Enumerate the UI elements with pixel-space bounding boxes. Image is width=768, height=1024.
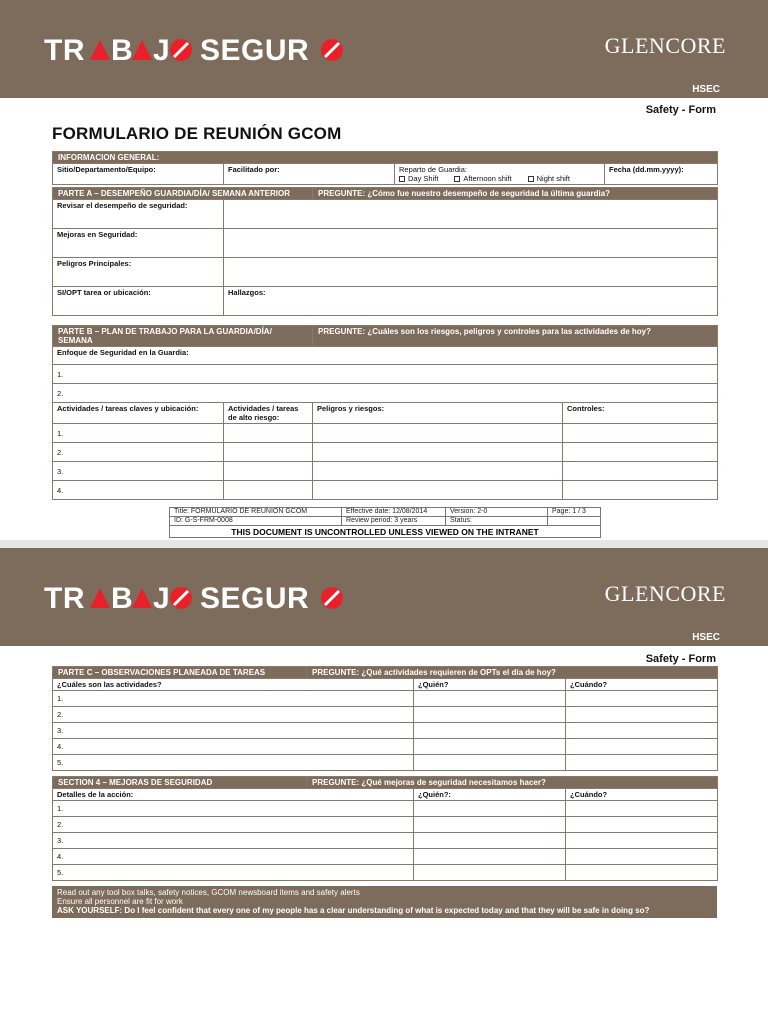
table-cell[interactable] — [313, 462, 563, 481]
safety-focus-label: Enfoque de Seguridad en la Guardia: — [53, 347, 718, 365]
briefing-notice — [52, 886, 717, 918]
table-row-label[interactable]: 3. — [53, 462, 224, 481]
uncontrolled-notice: THIS DOCUMENT IS UNCONTROLLED UNLESS VIEWED ON THE INTRANET — [170, 526, 601, 538]
page-title: FORMULARIO DE REUNIÓN GCOM — [52, 124, 342, 143]
table-cell[interactable] — [414, 865, 566, 881]
table-cell[interactable] — [566, 849, 718, 865]
table-row-label[interactable]: 3. — [53, 833, 414, 849]
part-a-row-label: SI/OPT tarea or ubicación: — [53, 287, 224, 316]
svg-text:TR: TR — [44, 34, 85, 66]
part-c-header: PARTE C – OBSERVACIONES PLANEADA DE TAREAS — [53, 667, 307, 679]
part-a-question: PREGUNTE: ¿Cómo fue nuestro desempeño de seguridad la última guardia? — [313, 188, 718, 200]
table-row-label[interactable]: 5. — [53, 865, 414, 881]
checkbox-icon — [454, 176, 460, 182]
focus-item[interactable]: 2. — [53, 384, 718, 403]
part-a-row-label: Mejoras en Seguridad: — [53, 229, 224, 258]
column-header: ¿Quién?: — [414, 789, 566, 801]
safety-form-label: Safety - Form — [645, 104, 716, 116]
glencore-logo: GLENCORE — [604, 33, 726, 58]
column-header: Detalles de la acción: — [53, 789, 414, 801]
table-cell[interactable] — [566, 755, 718, 771]
part-b-header: PARTE B – PLAN DE TRABAJO PARA LA GUARDIA/DÍA/ SEMANA — [53, 326, 313, 347]
part-a-row-label: Revisar el desempeño de seguridad: — [53, 200, 224, 229]
table-row-label[interactable]: 4. — [53, 849, 414, 865]
table-cell[interactable] — [563, 443, 718, 462]
part-a-input[interactable] — [224, 258, 718, 287]
notice-line: ASK YOURSELF: Do I feel confident that every one of my people has a clear understanding of what is expected today and that they will be safe in doing so? — [57, 906, 650, 915]
findings-field[interactable]: Hallazgos: — [224, 287, 718, 316]
part-a-table — [52, 187, 718, 316]
table-cell[interactable] — [224, 481, 313, 500]
column-header: Controles: — [563, 403, 718, 424]
table-cell[interactable] — [566, 739, 718, 755]
safety-form-label: Safety - Form — [645, 653, 716, 665]
table-cell[interactable] — [224, 462, 313, 481]
table-cell[interactable] — [563, 424, 718, 443]
column-header: Actividades / tareas claves y ubicación: — [53, 403, 224, 424]
column-header: ¿Cuáles son las actividades? — [53, 679, 414, 691]
glencore-logo: GLENCORE — [604, 581, 726, 606]
footer-page: Page: 1 / 3 — [548, 508, 601, 517]
column-header: Actividades / tareas de alto riesgo: — [224, 403, 313, 424]
part-c-table — [52, 666, 718, 771]
table-cell[interactable] — [224, 443, 313, 462]
table-row-label[interactable]: 4. — [53, 481, 224, 500]
table-row-label[interactable]: 1. — [53, 801, 414, 817]
footer-status: Status: — [446, 517, 548, 526]
table-cell[interactable] — [566, 817, 718, 833]
footer-version: Version: 2-0 — [446, 508, 548, 517]
svg-text:J: J — [153, 582, 171, 614]
table-cell[interactable] — [566, 865, 718, 881]
table-cell[interactable] — [414, 849, 566, 865]
table-cell[interactable] — [414, 755, 566, 771]
svg-text:B: B — [111, 34, 134, 66]
shift-field: Reparto de Guardia: Day Shift Afternoon shift Night shift — [395, 164, 605, 185]
table-cell[interactable] — [414, 723, 566, 739]
facilitator-field[interactable]: Facilitado por: — [224, 164, 395, 185]
general-info-header: INFORMACION GENERAL: — [53, 152, 718, 164]
checkbox-icon — [528, 176, 534, 182]
table-cell[interactable] — [566, 801, 718, 817]
hsec-label: HSEC — [692, 84, 720, 95]
part-a-row-label: Peligros Principales: — [53, 258, 224, 287]
table-row-label[interactable]: 3. — [53, 723, 414, 739]
table-cell[interactable] — [414, 833, 566, 849]
section-4-table — [52, 776, 718, 881]
table-cell[interactable] — [313, 481, 563, 500]
trabajo-seguro-logo — [44, 32, 344, 66]
svg-text:J: J — [153, 34, 171, 66]
table-cell[interactable] — [563, 462, 718, 481]
table-cell[interactable] — [414, 801, 566, 817]
part-a-header: PARTE A – DESEMPEÑO GUARDIA/DÍA/ SEMANA ANTERIOR — [53, 188, 313, 200]
table-cell[interactable] — [414, 691, 566, 707]
column-header: ¿Cuándo? — [566, 679, 718, 691]
part-a-input[interactable] — [224, 200, 718, 229]
svg-text:B: B — [111, 582, 134, 614]
svg-text:SEGUR: SEGUR — [200, 34, 310, 66]
document-footer — [169, 507, 601, 538]
notice-line: Ensure all personnel are fit for work — [57, 897, 183, 906]
table-row-label[interactable]: 2. — [53, 817, 414, 833]
table-cell[interactable] — [563, 481, 718, 500]
table-row-label[interactable]: 2. — [53, 707, 414, 723]
table-cell[interactable] — [313, 443, 563, 462]
section-4-header: SECTION 4 – MEJORAS DE SEGURIDAD — [53, 777, 307, 789]
footer-title: Title: FORMULARIO DE REUNION GCOM — [170, 508, 342, 517]
day-shift-checkbox[interactable]: Day Shift — [399, 174, 438, 183]
column-header: ¿Quién? — [414, 679, 566, 691]
column-header: ¿Cuándo? — [566, 789, 718, 801]
notice-line: Read out any tool box talks, safety notices, GCOM newsboard items and safety alerts — [57, 888, 360, 897]
part-b-question: PREGUNTE: ¿Cuáles son los riesgos, peligros y controles para las actividades de hoy? — [313, 326, 718, 347]
header-banner — [0, 548, 768, 646]
table-row-label[interactable]: 5. — [53, 755, 414, 771]
night-shift-checkbox[interactable]: Night shift — [528, 174, 570, 183]
afternoon-shift-checkbox[interactable]: Afternoon shift — [454, 174, 511, 183]
date-field[interactable]: Fecha (dd.mm.yyyy): — [605, 164, 718, 185]
table-row-label[interactable]: 4. — [53, 739, 414, 755]
footer-effective-date: Effective date: 12/08/2014 — [342, 508, 446, 517]
footer-empty — [548, 517, 601, 526]
table-cell[interactable] — [566, 691, 718, 707]
part-a-input[interactable] — [224, 229, 718, 258]
footer-review-period: Review period: 3 years — [342, 517, 446, 526]
table-row-label[interactable]: 2. — [53, 443, 224, 462]
table-cell[interactable] — [313, 424, 563, 443]
table-cell[interactable] — [566, 723, 718, 739]
table-cell[interactable] — [566, 707, 718, 723]
trabajo-seguro-logo-icon — [44, 32, 344, 66]
hsec-label: HSEC — [692, 632, 720, 643]
svg-text:TR: TR — [44, 582, 85, 614]
header-banner — [0, 0, 768, 98]
table-cell[interactable] — [566, 833, 718, 849]
table-row-label[interactable]: 1. — [53, 691, 414, 707]
section-4-question: PREGUNTE: ¿Qué mejoras de seguridad necesitamos hacer? — [307, 777, 718, 789]
table-cell[interactable] — [414, 817, 566, 833]
part-c-question: PREGUNTE: ¿Qué actividades requieren de OPTs el día de hoy? — [307, 667, 718, 679]
column-header: Peligros y riesgos: — [313, 403, 563, 424]
focus-item[interactable]: 1. — [53, 365, 718, 384]
trabajo-seguro-logo-icon — [44, 580, 344, 614]
table-row-label[interactable]: 1. — [53, 424, 224, 443]
table-cell[interactable] — [414, 707, 566, 723]
table-cell[interactable] — [414, 739, 566, 755]
footer-id: ID: G-S-FRM-0008 — [170, 517, 342, 526]
svg-text:SEGUR: SEGUR — [200, 582, 310, 614]
checkbox-icon — [399, 176, 405, 182]
table-cell[interactable] — [224, 424, 313, 443]
general-info-table — [52, 151, 718, 185]
trabajo-seguro-logo — [44, 580, 344, 614]
part-b-table — [52, 325, 718, 500]
site-field[interactable]: Sitio/Departamento/Equipo: — [53, 164, 224, 185]
